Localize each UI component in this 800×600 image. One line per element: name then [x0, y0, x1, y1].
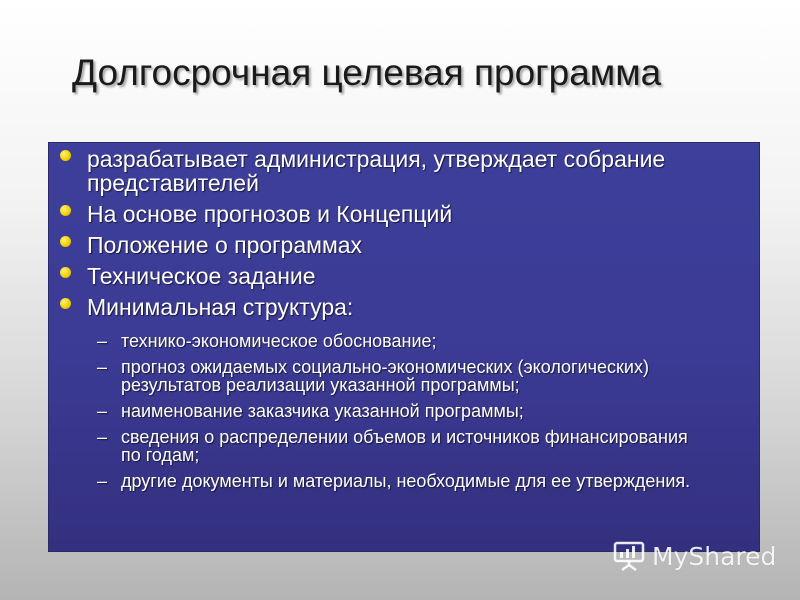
- content-box: [48, 142, 760, 552]
- bullet-item: [55, 147, 745, 195]
- sub-bullet-text: наименование заказчика указанной программы;: [121, 401, 524, 421]
- bullet-dot-icon: [60, 236, 71, 247]
- bullet-item: [55, 264, 745, 288]
- dash-marker: –: [97, 331, 108, 351]
- sub-bullet-text: сведения о распределении объемов и источников финансирования по годам;: [121, 427, 688, 465]
- dash-marker: –: [97, 427, 108, 447]
- bullet-text: На основе прогнозов и Концепций: [87, 201, 453, 227]
- slide-title: Долгосрочная целевая программа: [72, 52, 662, 93]
- bullet-dot-icon: [60, 298, 71, 309]
- sub-bullet-text: другие документы и материалы, необходимые для ее утверждения.: [121, 471, 691, 491]
- bullet-dot-icon: [60, 150, 71, 161]
- watermark[interactable]: [612, 538, 776, 574]
- bullet-text: Техническое задание: [87, 263, 316, 289]
- bullet-dot-icon: [60, 267, 71, 278]
- sub-bullet-text: прогноз ожидаемых социально-экономических (экологических) результатов реализации указанной программы;: [121, 357, 649, 395]
- sub-bullet-item: [97, 358, 697, 394]
- watermark-text: MyShared: [652, 541, 777, 571]
- bullet-text: разрабатывает администрация, утверждает собрание представителей: [87, 146, 666, 196]
- sub-bullet-list: [97, 332, 697, 498]
- bullet-list: [55, 147, 745, 326]
- presentation-board-icon: [612, 540, 646, 572]
- sub-bullet-text: технико-экономическое обоснование;: [121, 331, 437, 351]
- dash-marker: –: [97, 471, 108, 491]
- bullet-item: [55, 295, 745, 319]
- sub-bullet-item: [97, 332, 697, 350]
- bullet-text: Минимальная структура:: [87, 294, 354, 320]
- dash-marker: –: [97, 401, 108, 421]
- bullet-item: [55, 202, 745, 226]
- bullet-dot-icon: [60, 205, 71, 216]
- sub-bullet-item: [97, 402, 697, 420]
- bullet-text: Положение о программах: [87, 232, 363, 258]
- sub-bullet-item: [97, 428, 697, 464]
- dash-marker: –: [97, 357, 108, 377]
- bullet-item: [55, 233, 745, 257]
- sub-bullet-item: [97, 472, 697, 490]
